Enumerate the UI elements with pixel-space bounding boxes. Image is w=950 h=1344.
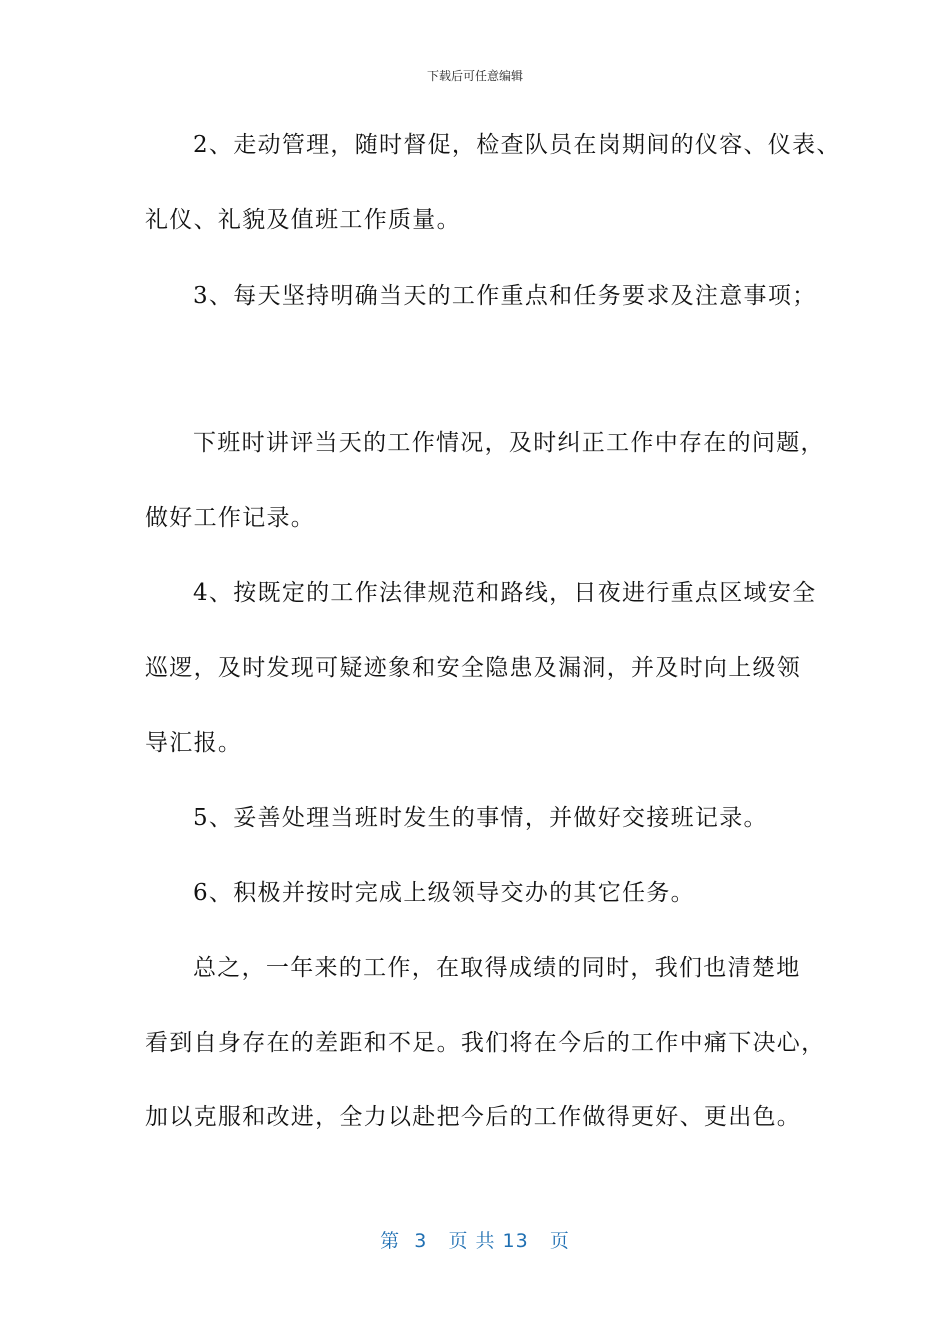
paragraph-line: 礼仪、礼貌及值班工作质量。 — [145, 207, 461, 233]
paragraph-line: 加以克服和改进，全力以赴把今后的工作做得更好、更出色。 — [145, 1104, 802, 1130]
paragraph-line: 下班时讲评当天的工作情况，及时纠正工作中存在的问题， — [193, 430, 825, 456]
paragraph-line: 做好工作记录。 — [145, 505, 316, 531]
paragraph-line: 4、按既定的工作法律规范和路线，日夜进行重点区域安全 — [193, 580, 817, 606]
paragraph-line: 看到自身存在的差距和不足。我们将在今后的工作中痛下决心， — [145, 1030, 826, 1056]
paragraph-line: 2、走动管理，随时督促，检查队员在岗期间的仪容、仪表、 — [193, 132, 841, 158]
page-header: 下载后可任意编辑 — [426, 69, 523, 83]
page-number-footer: 第 3 页 共 13 页 — [380, 1230, 570, 1252]
paragraph-line: 6、积极并按时完成上级领导交办的其它任务。 — [193, 880, 695, 906]
paragraph-line: 总之，一年来的工作，在取得成绩的同时，我们也清楚地 — [193, 955, 801, 981]
paragraph-line: 5、妥善处理当班时发生的事情，并做好交接班记录。 — [193, 805, 768, 831]
paragraph-line: 3、每天坚持明确当天的工作重点和任务要求及注意事项； — [193, 283, 817, 309]
paragraph-line: 巡逻，及时发现可疑迹象和安全隐患及漏洞，并及时向上级领 — [145, 655, 802, 681]
paragraph-line: 导汇报。 — [145, 730, 243, 756]
